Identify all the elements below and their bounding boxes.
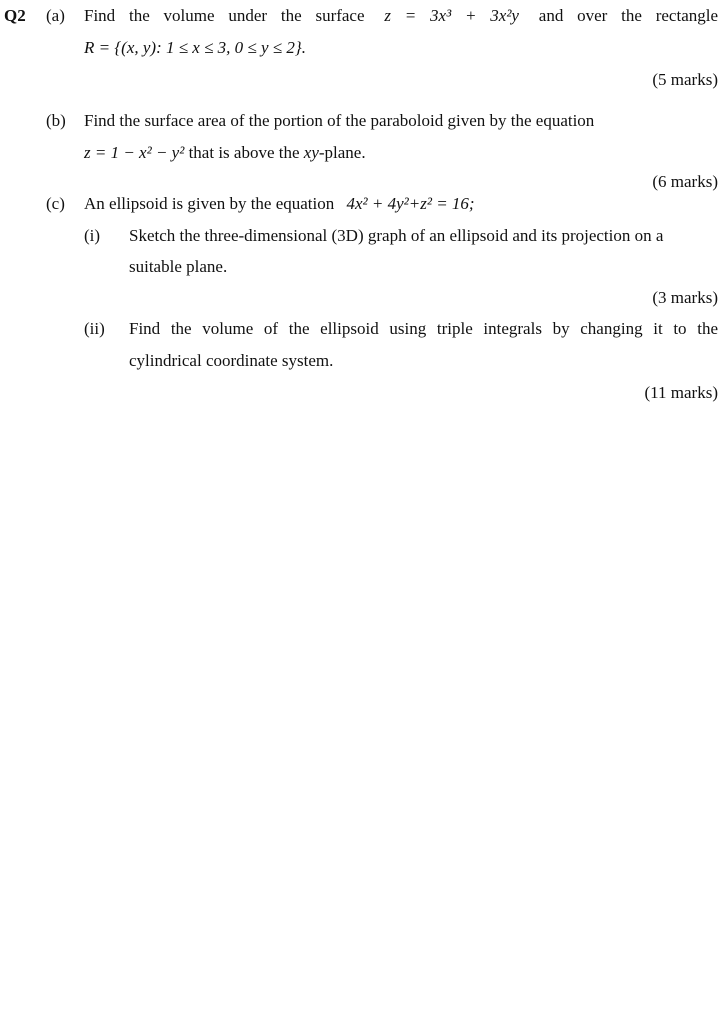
part-b-paraboloid-equation: z = 1 − x² − y² [84,143,185,162]
part-c-ii-line-2: cylindrical coordinate system. [129,351,334,370]
part-a-marks: (5 marks) [652,70,718,89]
part-b-line-1: Find the surface area of the portion of the paraboloid given by the equation [84,111,595,130]
part-b-line-2 [84,143,366,163]
part-c-label: (c) [46,194,65,213]
part-c-ii-line-1: Find the volume of the ellipsoid using triple integrals by changing it to the [129,319,718,338]
part-b-plane: xy [303,143,319,162]
part-c-i-marks: (3 marks) [652,288,718,307]
part-c-text: An ellipsoid is given by the equation [84,194,335,213]
part-b-text-tail: -plane. [318,143,366,162]
part-c-ii-marks: (11 marks) [644,383,718,402]
part-b-text: that is above the [188,143,300,162]
part-c-ii-label: (ii) [84,319,105,338]
part-c-line-1 [84,194,475,214]
part-a-region: R = {(x, y): 1 ≤ x ≤ 3, 0 ≤ y ≤ 2}. [84,38,306,57]
part-c-i-label: (i) [84,226,101,245]
part-c-ellipsoid-equation: 4x² + 4y²+z² = 16; [346,194,475,213]
part-c-i-line-1: Sketch the three-dimensional (3D) graph of an ellipsoid and its projection on a [129,226,664,245]
part-c-i-line-2: suitable plane. [129,257,228,276]
part-a-text: Find the volume under the surface [84,6,365,25]
part-a-text-tail: and over the rectangle [538,6,719,25]
part-a-line-1 [84,6,718,26]
part-b-marks: (6 marks) [652,172,718,191]
part-a-label: (a) [46,6,65,25]
question-number: Q2 [4,6,26,25]
part-b-label: (b) [46,111,66,130]
part-a-surface-equation: z = 3x³ + 3x²y [384,6,519,25]
